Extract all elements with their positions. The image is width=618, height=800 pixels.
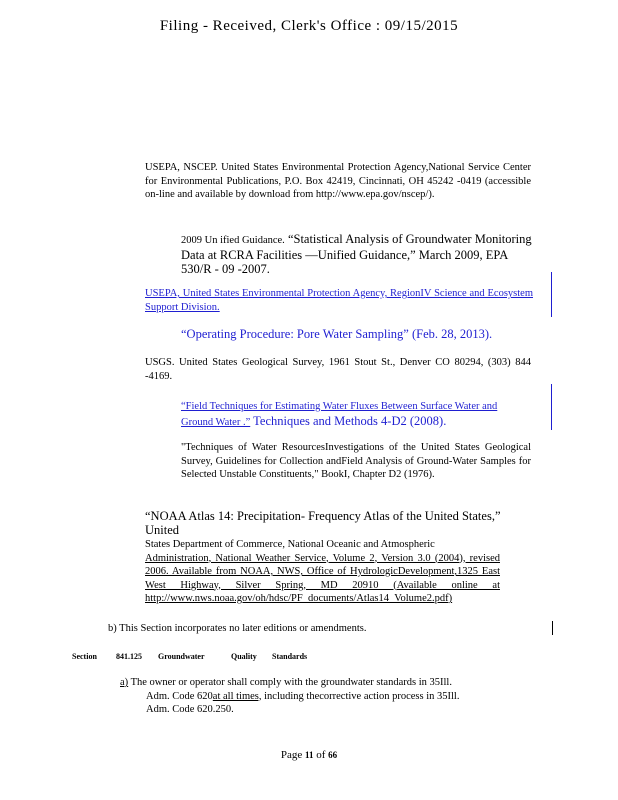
page-number: 11: [304, 750, 314, 760]
field-techniques-title[interactable]: “Field Techniques for Estimating Water Fluxes Between Surface Water and Ground Water .”: [181, 401, 498, 428]
revision-bar: [552, 621, 553, 635]
reference-pore-water-sampling: “Operating Procedure: Pore Water Sampling” (Feb. 28, 2013).: [181, 327, 493, 341]
unified-guidance-title: “Statistical Analysis of Groundwater Monitoring Data at RCRA Facilities —Unified Guidance,” March 2009, EPA 530/R - 09 -2007.: [181, 232, 532, 276]
section-label: Section: [72, 652, 97, 661]
section-title-standards: Standards: [272, 652, 308, 661]
reference-noaa-atlas: [145, 509, 535, 606]
noaa-atlas-details[interactable]: Administration, National Weather Service, Volume 2, Version 3.0 (2004), revised 2006. Available from NOAA, NWS, Office of HydrologicDevelopment,1325 East West Highway, Silver Spring, MD 20910 (Available online at http://www.nws.noaa.gov/oh/hdsc/PF_documents/Atlas14_Volume2.pdf): [145, 552, 500, 604]
inserted-text: at all times,: [212, 690, 262, 702]
subsection-a: [120, 676, 540, 717]
reference-usepa-region-iv[interactable]: USEPA, United States Environmental Protection Agency, RegionIV Science and Ecosystem Support Division.: [145, 288, 533, 313]
page-footer: [0, 749, 618, 761]
reference-field-techniques: [181, 398, 531, 430]
reference-usepa-nscep: USEPA, NSCEP. United States Environmental Protection Agency,National Service Center for Environmental Publications, P.O. Box 42419, Cincinnati, OH 45242 -0419 (accessible on-line and available by download from http://www.epa.gov/nscep/).: [145, 162, 531, 200]
subsection-a-marker: a): [120, 677, 129, 688]
revision-bar: [551, 272, 552, 317]
page-header: Filing - Received, Clerk's Office : 09/15/2015: [159, 18, 459, 34]
subsection-b: b) This Section incorporates no later editions or amendments.: [108, 623, 367, 634]
reference-usgs: USGS. United States Geological Survey, 1961 Stout St., Denver CO 80294, (303) 844 -4169.: [145, 357, 531, 382]
revision-bar: [551, 384, 552, 430]
section-title-groundwater: Groundwater: [158, 652, 205, 661]
unified-guidance-year: 2009 Un ified Guidance.: [181, 235, 285, 246]
subsection-a-line-1: a) The owner or operator shall comply with the groundwater standards in 35Ill.: [120, 677, 452, 688]
reference-techniques-water-resources: "Techniques of Water ResourcesInvestigations of the United States Geological Survey, Guidelines for Collection andField Analysis of Ground-Water Samples for Selected Unstable Constituents," BookI, Chapter D2 (1976).: [181, 442, 531, 480]
reference-unified-guidance: [181, 232, 538, 276]
subsection-a-line-3: Adm. Code 620.250.: [146, 704, 234, 715]
section-title-quality: Quality: [231, 652, 257, 661]
page-of: of: [316, 749, 326, 761]
page-label: Page: [280, 749, 303, 761]
noaa-atlas-department: States Department of Commerce, National Oceanic and Atmospheric: [145, 539, 435, 550]
page-total: 66: [328, 750, 338, 760]
noaa-atlas-title: “NOAA Atlas 14: Precipitation- Frequency Atlas of the United States,” United: [145, 509, 501, 537]
field-techniques-series: Techniques and Methods 4-D2 (2008).: [250, 414, 447, 428]
subsection-a-line-2: Adm. Code 620at all times, including thecorrective action process in 35Ill.: [146, 690, 460, 702]
section-number: 841.125: [116, 652, 142, 661]
